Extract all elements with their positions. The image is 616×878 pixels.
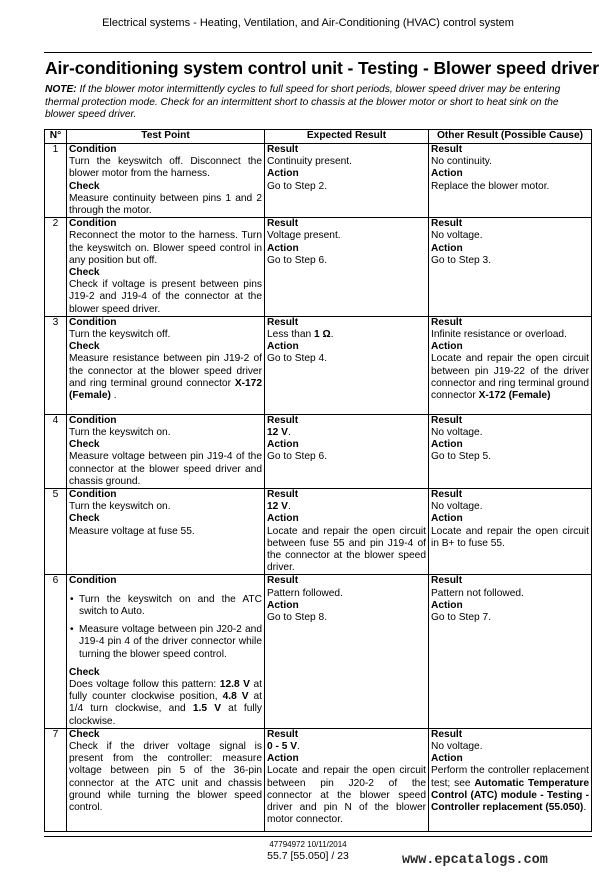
label-text: Result <box>267 414 299 426</box>
label-text: Action <box>267 439 299 451</box>
cell-line <box>69 267 262 279</box>
list-item: • Measure voltage between pin J20-2 and J19-4 pin 4 of the driver connector while turning the blower speed control. <box>79 624 262 661</box>
table-row <box>45 316 592 414</box>
note <box>45 84 591 122</box>
other-result-cell <box>429 218 592 317</box>
cell-line <box>267 218 426 230</box>
label-text: Result <box>431 728 463 740</box>
cell-line: No voltage. <box>431 740 483 752</box>
check-text: Does voltage follow this pattern: 12.8 V at fully counter clockwise position, 4.8 V at 1/4 turn clockwise, and 1.5 V at fully clockwise. <box>69 678 263 727</box>
cell-line: Turn the keyswitch off. <box>69 329 171 341</box>
label-text: Condition <box>69 414 117 426</box>
cell-line <box>267 513 426 525</box>
cell-line: Measure voltage between pin J19-4 of the connector at the blower speed driver and chassis ground. <box>69 451 262 487</box>
cell-line <box>69 218 262 230</box>
other-result-cell <box>429 575 592 728</box>
cell-line <box>431 575 589 587</box>
cell-line <box>267 753 426 765</box>
cell-line: 12 V. <box>267 501 291 513</box>
label-text: Result <box>267 575 299 587</box>
label-text: Check <box>69 513 100 525</box>
label-text: Condition <box>69 316 117 328</box>
label-text: Result <box>431 218 463 230</box>
cell-line: No voltage. <box>431 501 483 513</box>
table-row <box>45 728 592 831</box>
cell-line: No voltage. <box>431 427 483 439</box>
label-text: Result <box>267 728 299 740</box>
cell-line: Replace the blower motor. <box>431 180 550 192</box>
footer-page: 55.7 [55.050] / 23 <box>267 850 349 862</box>
cell-line: Measure continuity between pins 1 and 2 through the motor. <box>69 192 262 217</box>
cell-line: Locate and repair the open circuit between fuse 55 and pin J19-4 of the connector at the blower speed driver. <box>267 525 426 574</box>
cell-line <box>69 317 262 329</box>
label-text: Result <box>431 575 463 587</box>
test-point-cell <box>67 728 265 831</box>
label-text: Action <box>267 242 299 254</box>
step-number: 7 <box>45 728 67 831</box>
footer-divider <box>44 836 592 837</box>
cell-line: Go to Step 3. <box>431 254 492 266</box>
label-text: Action <box>431 599 463 611</box>
test-table <box>44 129 592 832</box>
label-text: Action <box>267 753 299 765</box>
cell-line <box>431 600 589 612</box>
cell-line <box>431 218 589 230</box>
cell-line <box>431 144 589 156</box>
cell-line <box>267 341 426 353</box>
test-point-cell <box>67 414 265 488</box>
step-number: 3 <box>45 316 67 414</box>
watermark: www.epcatalogs.com <box>402 853 548 868</box>
cell-line <box>267 168 426 180</box>
label-text: Condition <box>69 218 117 230</box>
cell-line <box>267 489 426 501</box>
label-text: Check <box>69 267 100 279</box>
cell-line: Go to Step 2. <box>267 180 328 192</box>
test-point-cell <box>67 218 265 317</box>
other-result-cell <box>429 728 592 831</box>
test-point-cell <box>67 144 265 218</box>
cell-line <box>69 341 262 353</box>
label-text: Condition <box>69 144 117 155</box>
voltage-value: 12.8 V <box>219 678 250 690</box>
table-row <box>45 489 592 575</box>
cell-line <box>267 243 426 255</box>
cell-line <box>431 753 589 765</box>
label-text: Check <box>69 728 100 740</box>
cell-line: Locate and repair the open circuit between pin J20-2 of the connector at the blower speed driver and pin N of the blower motor connector. <box>267 765 426 826</box>
cell-line: Go to Step 4. <box>267 353 328 365</box>
cell-line <box>267 600 426 612</box>
expected-result-cell <box>265 316 429 414</box>
cell-line: Voltage present. <box>267 230 341 242</box>
cell-line: Infinite resistance or overload. <box>431 329 567 341</box>
step-number: 1 <box>45 144 67 218</box>
expected-result-cell <box>265 575 429 728</box>
list-item: • Turn the keyswitch on and the ATC switch to Auto. <box>79 594 262 618</box>
label-text: Result <box>431 489 463 501</box>
expected-result-cell <box>265 414 429 488</box>
page-title: Air-conditioning system control unit - Testing - Blower speed driver <box>45 58 599 78</box>
cell-line: No continuity. <box>431 156 492 168</box>
label-text: Action <box>431 341 463 353</box>
table-row <box>45 414 592 488</box>
cell-line <box>69 489 262 501</box>
label-text: Result <box>267 489 299 501</box>
label-text: Action <box>431 513 463 525</box>
voltage-value: 4.8 V <box>222 691 249 703</box>
bold-value: X-172 (Female) <box>478 390 551 402</box>
bold-value: Automatic Temperature Control (ATC) module - Testing - Controller replacement (55.050) <box>431 777 590 813</box>
cell-line: Pattern not followed. <box>431 587 524 599</box>
cell-line: Continuity present. <box>267 156 352 168</box>
cell-line <box>69 439 262 451</box>
header-divider <box>44 52 592 53</box>
test-point-cell <box>67 575 265 728</box>
step-number: 4 <box>45 414 67 488</box>
cell-line <box>431 317 589 329</box>
label-text: Action <box>431 168 463 180</box>
cell-line: Less than 1 Ω. <box>267 329 334 341</box>
note-text: If the blower motor intermittently cycles to full speed for short periods, blower speed driver may be entering thermal protection mode. Check for an intermittent short to chassis at the blower motor or short to heat sink on the blower speed driver. <box>45 84 561 120</box>
cell-line <box>69 513 262 525</box>
cell-line <box>267 575 426 587</box>
cell-line: Measure voltage at fuse 55. <box>69 525 195 537</box>
expected-result-cell <box>265 144 429 218</box>
expected-result-cell <box>265 218 429 317</box>
table-header-row <box>45 130 592 144</box>
cell-line <box>267 144 426 156</box>
cell-line <box>431 341 589 353</box>
table-row <box>45 144 592 218</box>
cell-line <box>431 415 589 427</box>
cell-line: 0 - 5 V. <box>267 740 300 752</box>
cell-line: Go to Step 5. <box>431 451 492 463</box>
page-header: Electrical systems - Heating, Ventilation, and Air-Conditioning (HVAC) control system <box>102 17 514 29</box>
label-text: Result <box>431 414 463 426</box>
other-result-cell <box>429 316 592 414</box>
label-text: Result <box>267 144 299 155</box>
cell-line <box>69 415 262 427</box>
col-testpoint-header: Test Point <box>67 130 265 144</box>
label-text: Check <box>69 341 100 353</box>
cell-line: Check if the driver voltage signal is present from the controller: measure voltage between pin 5 of the 36-pin connector at the ATC unit and chassis ground while turning the blower speed control. <box>69 740 262 813</box>
voltage-value: 1.5 V <box>192 703 221 715</box>
cell-line <box>267 439 426 451</box>
bold-value: 1 Ω <box>314 329 331 341</box>
cell-line <box>267 415 426 427</box>
step-number: 5 <box>45 489 67 575</box>
cell-line <box>431 489 589 501</box>
cell-line <box>431 168 589 180</box>
label-text: Check <box>69 439 100 451</box>
col-expected-header: Expected Result <box>265 130 429 144</box>
step-number: 2 <box>45 218 67 317</box>
cell-line: No voltage. <box>431 230 483 242</box>
cell-line: Turn the keyswitch off. Disconnect the blower motor from the harness. <box>69 156 262 180</box>
other-result-cell <box>429 489 592 575</box>
label-text: Result <box>431 316 463 328</box>
label-text: Action <box>267 513 299 525</box>
cell-line <box>431 729 589 741</box>
label-text: Action <box>267 599 299 611</box>
step-number: 6 <box>45 575 67 728</box>
cell-line <box>69 181 262 193</box>
check-label: Check <box>69 666 100 678</box>
cell-line <box>267 729 426 741</box>
cell-line: Go to Step 6. <box>267 254 328 266</box>
expected-result-cell <box>265 728 429 831</box>
label-text: Check <box>69 180 100 192</box>
cell-line: 12 V. <box>267 427 291 439</box>
table-row <box>45 218 592 317</box>
test-point-cell <box>67 489 265 575</box>
label-text: Action <box>431 753 463 765</box>
label-text: Action <box>431 242 463 254</box>
label-text: 0 - 5 V <box>267 740 298 752</box>
cell-line: Pattern followed. <box>267 587 343 599</box>
table-row <box>45 575 592 728</box>
test-point-cell <box>67 316 265 414</box>
label-text: Action <box>431 439 463 451</box>
footer-doc-id: 47794972 10/11/2014 <box>269 840 347 849</box>
col-other-header: Other Result (Possible Cause) <box>429 130 592 144</box>
cell-line: Locate and repair the open circuit between pin J19-22 of the driver connector and ring terminal ground connector X-172 (Female) <box>431 353 590 402</box>
other-result-cell <box>429 414 592 488</box>
note-label: NOTE: <box>45 84 77 95</box>
cell-line: Turn the keyswitch on. <box>69 427 171 439</box>
col-num-header: N° <box>45 130 67 144</box>
cell-line <box>267 317 426 329</box>
expected-result-cell <box>265 489 429 575</box>
cell-line: Reconnect the motor to the harness. Turn the keyswitch on. Blower speed control in any position but off. <box>69 230 262 266</box>
condition-list <box>69 594 262 661</box>
bold-value: X-172 (Female) <box>69 377 262 402</box>
label-text: 12 V <box>267 427 288 439</box>
cell-line: Go to Step 7. <box>431 612 492 624</box>
cell-line <box>431 439 589 451</box>
cell-line <box>431 243 589 255</box>
cell-line: Go to Step 8. <box>267 612 328 624</box>
label-text: Action <box>267 341 299 353</box>
label-text: Result <box>267 316 299 328</box>
cell-line <box>69 144 262 156</box>
cell-line <box>69 729 262 741</box>
label-text: Action <box>267 168 299 180</box>
cell-line: Turn the keyswitch on. <box>69 501 171 513</box>
cell-line: Locate and repair the open circuit in B+ to fuse 55. <box>431 525 589 549</box>
label-text: Condition <box>69 489 117 501</box>
cell-line: Perform the controller replacement test; see Automatic Temperature Control (ATC) module - Testing - Controller replacement (55.050). <box>431 765 590 813</box>
cell-line: Measure resistance between pin J19-2 of the connector at the blower speed driver and ring terminal ground connector X-172 (Female) . <box>69 353 262 402</box>
label-text: Result <box>267 218 299 230</box>
cell-line: Check if voltage is present between pins J19-2 and J19-4 of the connector at the blower speed driver. <box>69 279 262 315</box>
label-text: Result <box>431 144 463 155</box>
label-text: 12 V <box>267 501 288 513</box>
cell-line: Go to Step 6. <box>267 451 328 463</box>
other-result-cell <box>429 144 592 218</box>
condition-label: Condition <box>69 575 117 587</box>
cell-line <box>431 513 589 525</box>
